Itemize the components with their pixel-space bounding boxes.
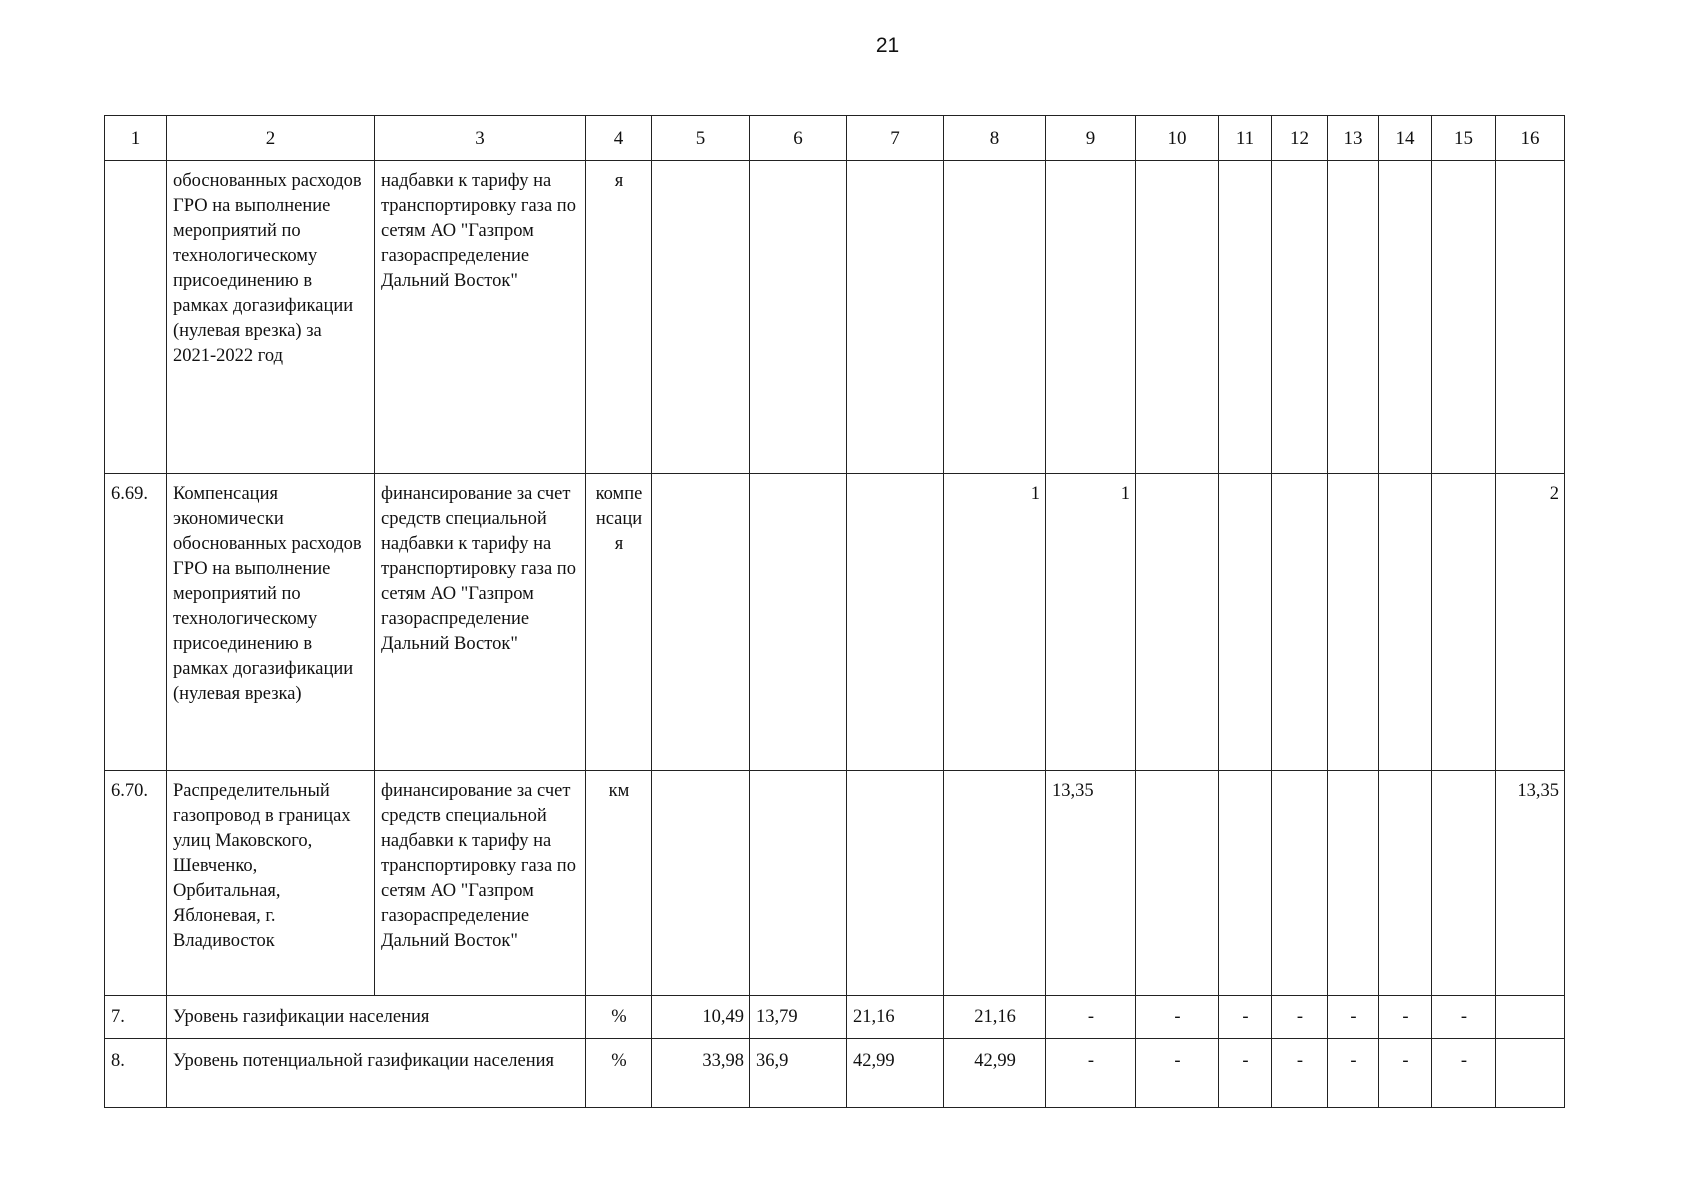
row-source: надбавки к тарифу на транспортировку газа по сетям АО "Газпром газораспределение Дальний Восток" <box>375 161 586 474</box>
value-cell: 21,16 <box>847 996 944 1039</box>
column-header: 1 <box>105 116 167 161</box>
value-cell <box>1379 771 1432 996</box>
row-unit: % <box>586 996 652 1039</box>
value-cell: - <box>1328 996 1379 1039</box>
value-cell: - <box>1272 1039 1328 1108</box>
value-cell: 42,99 <box>847 1039 944 1108</box>
table-header-row <box>105 116 1565 161</box>
value-cell <box>1272 771 1328 996</box>
table-row <box>105 771 1565 996</box>
column-header: 15 <box>1432 116 1496 161</box>
row-name: Компенсация экономически обоснованных расходов ГРО на выполнение мероприятий по технологическому присоединению в рамках догазификации (нулевая врезка) <box>167 474 375 771</box>
value-cell <box>847 161 944 474</box>
row-number: 8. <box>105 1039 167 1108</box>
value-cell <box>1219 161 1272 474</box>
value-cell <box>1432 771 1496 996</box>
row-name: Уровень газификации населения <box>167 996 586 1039</box>
row-unit: км <box>586 771 652 996</box>
column-header: 6 <box>750 116 847 161</box>
column-header: 7 <box>847 116 944 161</box>
column-header: 9 <box>1046 116 1136 161</box>
value-cell: - <box>1379 1039 1432 1108</box>
value-cell <box>1328 161 1379 474</box>
row-name: Уровень потенциальной газификации населения <box>167 1039 586 1108</box>
value-cell <box>1219 771 1272 996</box>
value-cell: - <box>1046 996 1136 1039</box>
column-header: 16 <box>1496 116 1565 161</box>
value-cell <box>750 161 847 474</box>
row-source: финансирование за счет средств специальной надбавки к тарифу на транспортировку газа по сетям АО "Газпром газораспределение Дальний Восток" <box>375 474 586 771</box>
column-header: 4 <box>586 116 652 161</box>
value-cell <box>1496 1039 1565 1108</box>
value-cell: - <box>1432 996 1496 1039</box>
row-number: 6.70. <box>105 771 167 996</box>
value-cell: 13,79 <box>750 996 847 1039</box>
value-cell: 21,16 <box>944 996 1046 1039</box>
value-cell <box>847 474 944 771</box>
value-cell: 42,99 <box>944 1039 1046 1108</box>
value-cell <box>1496 161 1565 474</box>
column-header: 13 <box>1328 116 1379 161</box>
row-unit: компе нсаци я <box>586 474 652 771</box>
column-header: 3 <box>375 116 586 161</box>
table-row <box>105 474 1565 771</box>
value-cell <box>652 161 750 474</box>
value-cell <box>1328 771 1379 996</box>
value-cell <box>652 474 750 771</box>
table-row <box>105 1039 1565 1108</box>
value-cell: - <box>1219 996 1272 1039</box>
value-cell <box>944 161 1046 474</box>
value-cell <box>1272 161 1328 474</box>
value-cell <box>1219 474 1272 771</box>
value-cell: - <box>1046 1039 1136 1108</box>
data-table <box>104 115 1565 1108</box>
value-cell <box>1379 474 1432 771</box>
value-cell: 1 <box>944 474 1046 771</box>
row-source: финансирование за счет средств специальной надбавки к тарифу на транспортировку газа по сетям АО "Газпром газораспределение Дальний Восток" <box>375 771 586 996</box>
column-header: 8 <box>944 116 1046 161</box>
column-header: 14 <box>1379 116 1432 161</box>
value-cell <box>1136 474 1219 771</box>
column-header: 11 <box>1219 116 1272 161</box>
value-cell <box>750 771 847 996</box>
value-cell: - <box>1136 996 1219 1039</box>
value-cell: 1 <box>1046 474 1136 771</box>
value-cell: - <box>1432 1039 1496 1108</box>
value-cell <box>1046 161 1136 474</box>
row-unit: % <box>586 1039 652 1108</box>
value-cell <box>1328 474 1379 771</box>
value-cell <box>847 771 944 996</box>
row-name: обоснованных расходов ГРО на выполнение мероприятий по технологическому присоединению в рамках догазификации (нулевая врезка) за 2021-2022 год <box>167 161 375 474</box>
value-cell <box>1379 161 1432 474</box>
table-row <box>105 161 1565 474</box>
column-header: 12 <box>1272 116 1328 161</box>
value-cell <box>750 474 847 771</box>
value-cell: 10,49 <box>652 996 750 1039</box>
row-unit: я <box>586 161 652 474</box>
value-cell: 2 <box>1496 474 1565 771</box>
value-cell: 13,35 <box>1046 771 1136 996</box>
table-row <box>105 996 1565 1039</box>
row-number <box>105 161 167 474</box>
value-cell: 13,35 <box>1496 771 1565 996</box>
value-cell: - <box>1136 1039 1219 1108</box>
value-cell <box>944 771 1046 996</box>
value-cell: 33,98 <box>652 1039 750 1108</box>
column-header: 10 <box>1136 116 1219 161</box>
row-name: Распределительный газопровод в границах улиц Маковского, Шевченко, Орбитальная, Яблоневая, г. Владивосток <box>167 771 375 996</box>
value-cell: 36,9 <box>750 1039 847 1108</box>
value-cell <box>1136 161 1219 474</box>
page-number: 21 <box>875 34 900 57</box>
value-cell <box>1496 996 1565 1039</box>
value-cell: - <box>1379 996 1432 1039</box>
row-number: 7. <box>105 996 167 1039</box>
value-cell <box>652 771 750 996</box>
value-cell: - <box>1328 1039 1379 1108</box>
value-cell <box>1432 474 1496 771</box>
value-cell <box>1136 771 1219 996</box>
value-cell <box>1432 161 1496 474</box>
value-cell: - <box>1272 996 1328 1039</box>
row-number: 6.69. <box>105 474 167 771</box>
column-header: 2 <box>167 116 375 161</box>
column-header: 5 <box>652 116 750 161</box>
value-cell: - <box>1219 1039 1272 1108</box>
value-cell <box>1272 474 1328 771</box>
